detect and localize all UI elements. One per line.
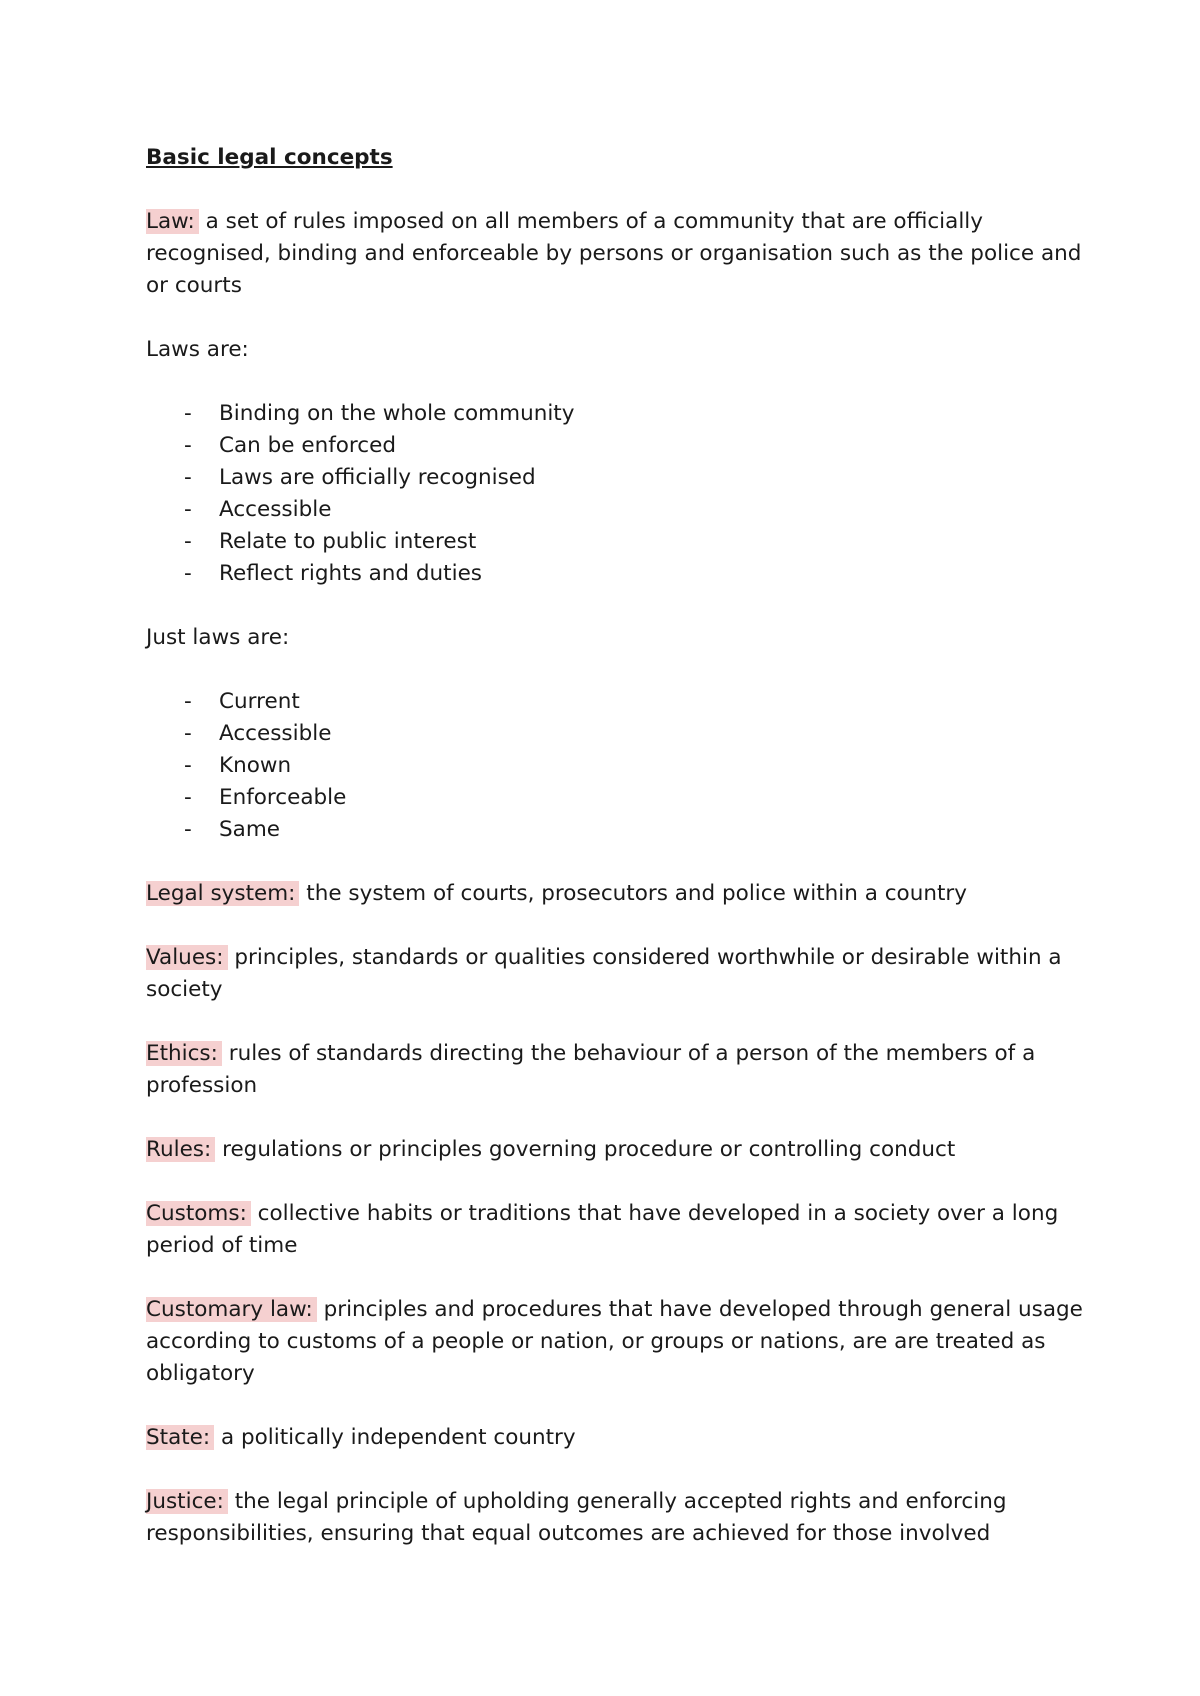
list-item (146, 718, 1086, 750)
term-highlight: State: (146, 1425, 214, 1450)
list-item-text: Accessible (219, 721, 332, 746)
list-item (146, 430, 1086, 462)
dash-bullet: - (184, 689, 192, 714)
dash-bullet: - (184, 817, 192, 842)
list-item (146, 558, 1086, 590)
dash-bullet: - (184, 785, 192, 810)
list-item (146, 782, 1086, 814)
definition-customary-law (146, 1294, 1086, 1390)
definition-text: the system of courts, prosecutors and police within a country (299, 881, 967, 906)
definition-text: principles, standards or qualities considered worthwhile or desirable within a society (146, 945, 1062, 1002)
dash-bullet: - (184, 433, 192, 458)
spacer (146, 1102, 1086, 1134)
list-item-text: Known (219, 753, 292, 778)
dash-bullet: - (184, 401, 192, 426)
list-item (146, 398, 1086, 430)
term-highlight: Law: (146, 209, 199, 234)
list-item-text: Accessible (219, 497, 332, 522)
list-item (146, 462, 1086, 494)
dash-bullet: - (184, 497, 192, 522)
spacer (146, 910, 1086, 942)
list-item-text: Binding on the whole community (219, 401, 575, 426)
spacer (146, 590, 1086, 622)
term-highlight: Legal system: (146, 881, 299, 906)
document-title: Basic legal concepts (146, 145, 393, 170)
spacer (146, 1006, 1086, 1038)
list-item (146, 686, 1086, 718)
definition-legal-system (146, 878, 1086, 910)
spacer (146, 846, 1086, 878)
dash-bullet: - (184, 529, 192, 554)
laws-are-list (146, 398, 1086, 590)
list-item-text: Laws are officially recognised (219, 465, 536, 490)
definition-text: the legal principle of upholding generally accepted rights and enforcing responsibilities, ensuring that equal outcomes are achieved for those involved (146, 1489, 1007, 1546)
just-laws-heading: Just laws are: (146, 625, 290, 650)
term-highlight: Ethics: (146, 1041, 222, 1066)
document-page (146, 142, 1086, 1550)
list-item (146, 814, 1086, 846)
spacer (146, 654, 1086, 686)
spacer (146, 174, 1086, 206)
spacer (146, 366, 1086, 398)
dash-bullet: - (184, 753, 192, 778)
spacer (146, 1390, 1086, 1422)
definition-text: a politically independent country (214, 1425, 576, 1450)
list-item (146, 526, 1086, 558)
definition-justice (146, 1486, 1086, 1550)
dash-bullet: - (184, 561, 192, 586)
dash-bullet: - (184, 721, 192, 746)
term-highlight: Customary law: (146, 1297, 317, 1322)
definition-text: principles and procedures that have developed through general usage according to customs of a people or nation, or groups or nations, are are treated as obligatory (146, 1297, 1083, 1386)
term-highlight: Customs: (146, 1201, 251, 1226)
list-item-text: Can be enforced (219, 433, 396, 458)
laws-are-heading: Laws are: (146, 337, 249, 362)
list-item (146, 750, 1086, 782)
definition-law (146, 206, 1086, 302)
list-item-text: Enforceable (219, 785, 347, 810)
list-item-text: Reflect rights and duties (219, 561, 482, 586)
definition-ethics (146, 1038, 1086, 1102)
list-item (146, 494, 1086, 526)
just-laws-list (146, 686, 1086, 846)
term-highlight: Values: (146, 945, 228, 970)
definition-values (146, 942, 1086, 1006)
definition-text: rules of standards directing the behaviour of a person of the members of a profession (146, 1041, 1036, 1098)
definition-text: regulations or principles governing procedure or controlling conduct (215, 1137, 956, 1162)
list-item-text: Relate to public interest (219, 529, 477, 554)
definition-text: collective habits or traditions that have developed in a society over a long period of time (146, 1201, 1059, 1258)
dash-bullet: - (184, 465, 192, 490)
spacer (146, 1454, 1086, 1486)
term-highlight: Justice: (146, 1489, 228, 1514)
term-highlight: Rules: (146, 1137, 215, 1162)
definition-text: a set of rules imposed on all members of a community that are officially recognised, binding and enforceable by persons or organisation such as the police and or courts (146, 209, 1082, 298)
spacer (146, 302, 1086, 334)
list-item-text: Current (219, 689, 300, 714)
definition-state (146, 1422, 1086, 1454)
spacer (146, 1262, 1086, 1294)
definition-customs (146, 1198, 1086, 1262)
list-item-text: Same (219, 817, 280, 842)
definition-rules (146, 1134, 1086, 1166)
spacer (146, 1166, 1086, 1198)
